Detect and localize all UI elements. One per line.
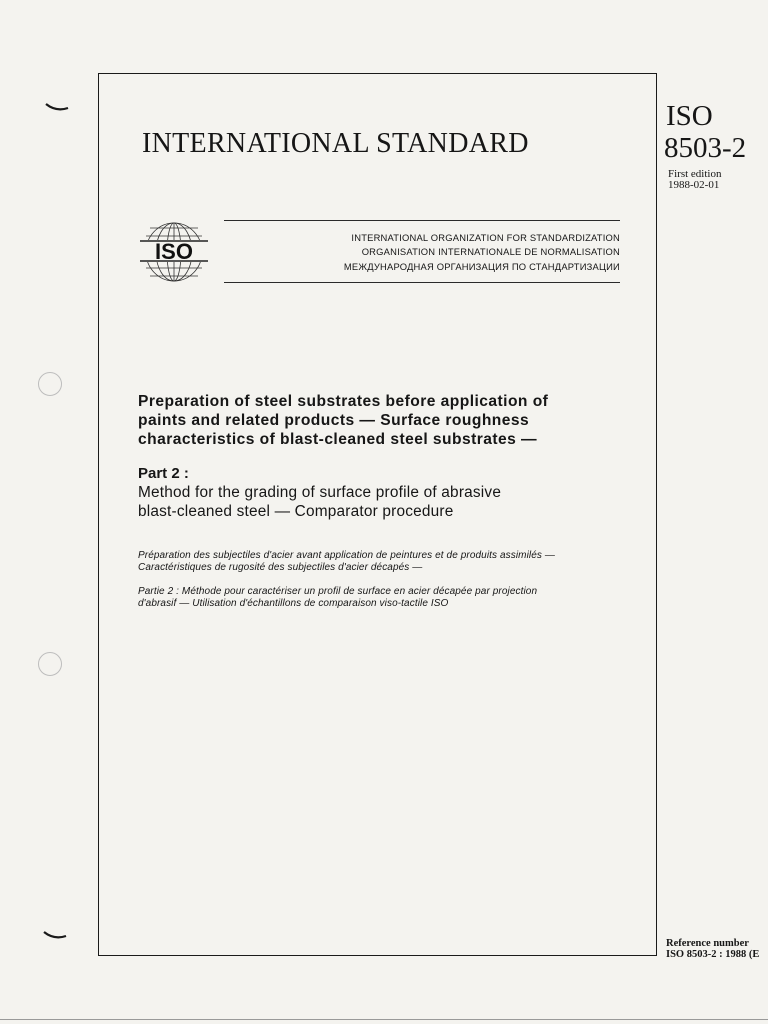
iso-standard-number: 8503-2 xyxy=(664,132,747,164)
part-title-line: Method for the grading of surface profile of abrasive xyxy=(138,484,502,501)
org-bottom-rule xyxy=(224,282,620,283)
french-part-line: Partie 2 : Méthode pour caractériser un profil de surface en acier décapée par projection xyxy=(138,586,538,597)
document-title xyxy=(138,392,638,449)
iso-globe-logo-icon xyxy=(136,220,212,284)
document-type-title: INTERNATIONAL STANDARD xyxy=(142,128,529,159)
reference-number-label: Reference number xyxy=(666,938,749,949)
part-title-line: blast-cleaned steel — Comparator procedure xyxy=(138,503,454,520)
part-title xyxy=(138,483,501,521)
french-title-line: Caractéristiques de rugosité des subjectiles d'acier décapés — xyxy=(138,562,423,573)
title-line: characteristics of blast-cleaned steel substrates — xyxy=(138,431,538,448)
reference-number: ISO 8503-2 : 1988 (E xyxy=(666,949,760,960)
org-name-french: ORGANISATION INTERNATIONALE DE NORMALISATION xyxy=(361,246,620,257)
org-name-english: INTERNATIONAL ORGANIZATION FOR STANDARDIZATION xyxy=(351,232,620,243)
title-line: Preparation of steel substrates before application of xyxy=(138,393,549,410)
part-label: Part 2 : xyxy=(138,465,189,482)
binding-mark-top xyxy=(44,100,70,114)
org-top-rule xyxy=(224,220,620,221)
punch-hole-lower xyxy=(38,652,62,676)
title-line: paints and related products — Surface roughness xyxy=(138,412,530,429)
french-title-line: Préparation des subjectiles d'acier avant application de peintures et de produits assimilés — xyxy=(138,550,555,561)
french-part-line: d'abrasif — Utilisation d'échantillons de comparaison viso-tactile ISO xyxy=(138,598,449,609)
iso-label: ISO xyxy=(666,100,713,132)
bottom-edge-line xyxy=(0,1019,768,1020)
org-name-russian: МЕЖДУНАРОДНАЯ ОРГАНИЗАЦИЯ ПО СТАНДАРТИЗАЦИИ xyxy=(343,261,620,272)
edition-date: 1988-02-01 xyxy=(668,179,720,191)
binding-mark-bottom xyxy=(42,928,68,942)
punch-hole-upper xyxy=(38,372,62,396)
iso-logo-text: ISO xyxy=(155,239,193,264)
edition-label: First edition xyxy=(668,168,722,180)
